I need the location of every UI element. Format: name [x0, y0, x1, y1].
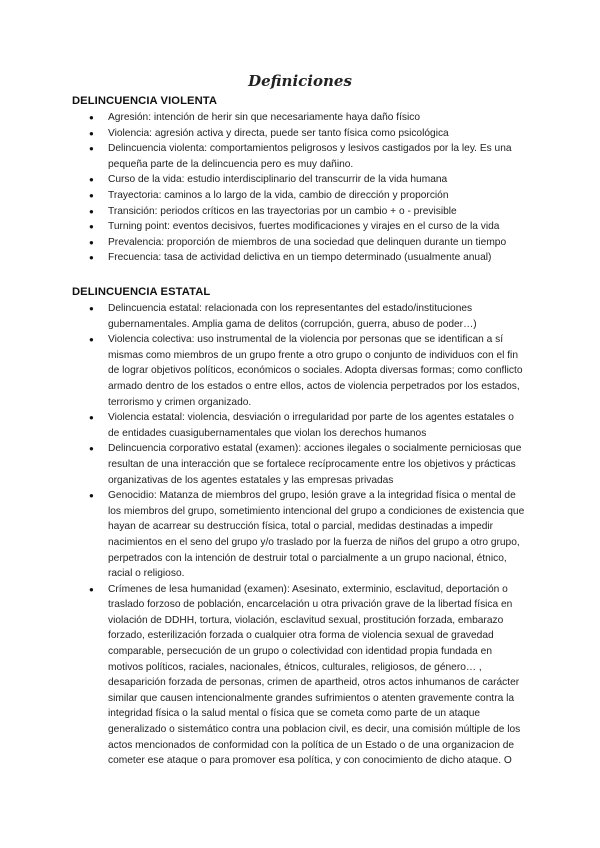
- bullet-icon: ●: [89, 413, 94, 423]
- list-item: ● Transición: periodos críticos en las trayectorias por un cambio + o - previsible: [72, 204, 528, 220]
- list-item: ● Delincuencia corporativo estatal (examen): acciones ilegales o socialmente perniciosas que resultan de una interacción que se fortalece recíprocamente entre los objetivos y prácticas organizativas de los agentes estatales y las empresas privadas: [89, 443, 522, 486]
- list-item: ● Genocidio: Matanza de miembros del grupo, lesión grave a la integridad física o mental de los miembros del grupo, sometimiento intencional del grupo a condiciones de existencia que hayan de acarrear su destrucción física, total o parcial, medidas destinadas a impedir nacimientos en el seno del grupo y/o traslado por la fuerza de niños del grupo a otro grupo, perpetrados con la intención de destruir total o parcialmente a un grupo nacional, étnico, racial o religioso.: [89, 490, 525, 580]
- bullet-icon: ●: [89, 206, 94, 216]
- bullet-icon: ●: [89, 175, 94, 185]
- section-heading-delincuencia-violenta: DELINCUENCIA VIOLENTA: [72, 95, 218, 107]
- bullet-icon: ●: [89, 253, 94, 263]
- list-item: ● Trayectoria: caminos a lo largo de la vida, cambio de dirección y proporción: [72, 188, 528, 204]
- list-item: ● Delincuencia estatal: relacionada con los representantes del estado/instituciones gubernamentales. Amplia gama de delitos (corrupción, guerra, abuso de poder…): [89, 303, 477, 330]
- bullet-icon: ●: [89, 444, 94, 454]
- bullet-icon: ●: [89, 190, 94, 200]
- bullet-icon: ●: [89, 491, 94, 501]
- list-item: ● Violencia: agresión activa y directa, puede ser tanto física como psicológica: [72, 126, 528, 142]
- bullet-icon: ●: [89, 128, 94, 138]
- bullet-icon: ●: [89, 304, 94, 313]
- bullet-icon: ●: [89, 237, 94, 247]
- list-item: ● Agresión: intención de herir sin que necesariamente haya daño físico: [72, 110, 528, 126]
- list-item: ● Delincuencia violenta: comportamientos peligrosos y lesivos castigados por la ley. Es una pequeña parte de la delincuencia pero es muy dañino.: [89, 143, 512, 170]
- list-item: ● Crímenes de lesa humanidad (examen): Asesinato, exterminio, esclavitud, deportación o traslado forzoso de población, encarcelación u otra privación grave de la libertad física en violación de DDHH, tortura, violación, esclavitud sexual, prostitución forzada, embarazo forzado, esterilización forzada o cualquier otra forma de violencia sexual de gravedad comparable, persecución de un grupo o colectividad con identidad propia fundada en motivos políticos, raciales, nacionales, étnicos, culturales, religiosos, de género… , desaparición forzada de personas, crimen de apartheid, otros actos inhumanos de carácter similar que causen intencionalmente grandes sufrimientos o atenten gravemente contra la integridad física o la salud mental o física que se cometa como parte de un ataque generalizado o sistemático contra una poblacion civil, es decir, una comisión múltiple de los actos mencionados de conformidad con la política de un Estado o de una organizacion de cometer ese ataque o para promover esa política, y con conocimiento de dicho ataque. O: [89, 583, 521, 767]
- list-item: ● Prevalencia: proporción de miembros de una sociedad que delinquen durante un tiempo: [72, 235, 528, 251]
- list-item: ● Frecuencia: tasa de actividad delictiva en un tiempo determinado (usualmente anual): [72, 250, 528, 266]
- bullet-icon: ●: [89, 144, 94, 154]
- list-item: ● Turning point: eventos decisivos, fuertes modificaciones y virajes en el curso de la vida: [72, 219, 528, 235]
- bullet-icon: ●: [89, 113, 94, 122]
- bullet-icon: ●: [89, 222, 94, 232]
- bullet-icon: ●: [89, 335, 94, 345]
- list-item: ● Violencia colectiva: uso instrumental de la violencia por personas que se identifican a sí mismas como miembros de un grupo frente a otro grupo o conjunto de individuos con el fin de lograr objetivos políticos, económicos o sociales. Adopta diversas formas; como conflicto armado dentro de los estados o entre ellos, actos de violencia perpetrados por los estados, terrorismo y crimen organizado.: [89, 334, 523, 408]
- page-title: Definiciones: [248, 72, 352, 90]
- list-item: ● Curso de la vida: estudio interdisciplinario del transcurrir de la vida humana: [72, 172, 528, 188]
- section-heading-delincuencia-estatal: DELINCUENCIA ESTATAL: [72, 286, 211, 298]
- definition-list-estatal: [72, 301, 528, 769]
- bullet-icon: ●: [89, 584, 94, 594]
- list-item: ● Violencia estatal: violencia, desviación o irregularidad por parte de los agentes estatales o de entidades cuasigubernamentales que violan los derechos humanos: [89, 412, 514, 439]
- definition-list-violenta: [72, 110, 528, 266]
